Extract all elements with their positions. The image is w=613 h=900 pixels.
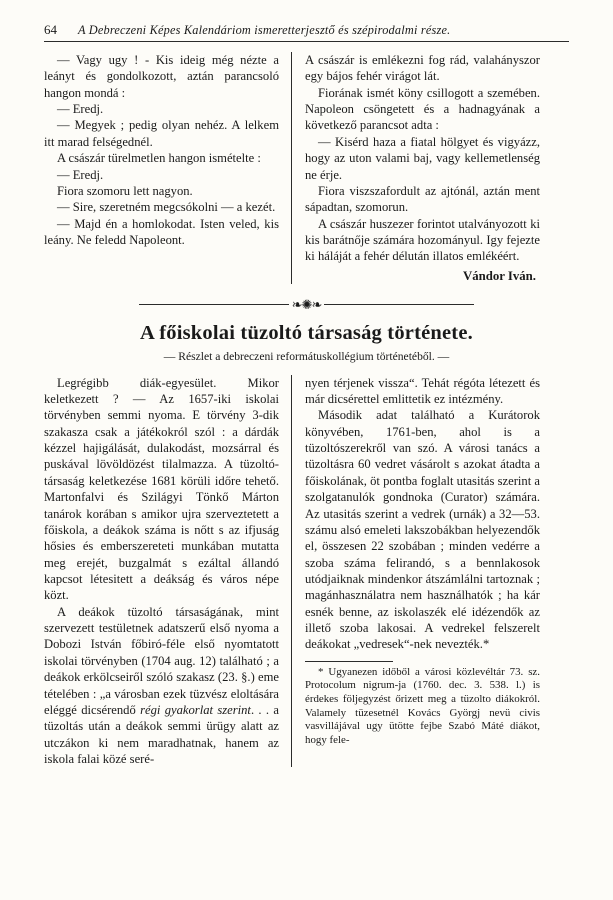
footnote-rule — [305, 661, 393, 662]
paragraph: Fiora szomoru lett nagyon. — [57, 183, 193, 198]
paragraph: — Megyek ; pedig olyan nehéz. A lelkem itt marad felségednél. — [44, 118, 279, 149]
running-head — [44, 22, 569, 38]
header-rule — [44, 41, 569, 42]
paragraph: A deákok tüzoltó társaságának, mint szervezett testületnek adatszerű első nyoma a Dobozi István főbiró-féle első nyomtatott iskolai törvényben (1704 aug. 12) található ; a deákok erkölcseiről szóló szakasz (23. §.) eme tételében : „a városban ezek tüzvész eloltására eléggé dicsérendő régi gyakorlat szerint. . . a tüzoltás után a deákok semmi ürügy alatt az utczákon ki nem maradhatnak, hanem az iskola falai közé seré- — [44, 604, 280, 766]
paragraph: A császár huszezer forintot utalványozott ki kis barátnője számára hozományul. Igy fejezte ki háláját a fehér délután illatos emlékéért. — [305, 216, 540, 264]
paragraph: — Vagy ugy ! - Kis ideig még nézte a leányt és gondolkozott, aztán parancsoló hangon mondá : — [44, 53, 279, 100]
paragraph: — Majd én a homlokodat. Isten veled, kis leány. Ne feledd Napoleont. — [44, 216, 279, 247]
article-subtitle: — Részlet a debreczeni reformátuskollégium történetéből. — — [163, 349, 450, 363]
story-end-columns — [44, 52, 569, 284]
article-title: A főiskolai tüzoltó társaság története. — [140, 321, 473, 344]
page-number: 64 — [44, 22, 57, 37]
paragraph: Fiora viszszafordult az ajtónál, aztán ment sápadtan, szomorun. — [305, 183, 540, 215]
story-end-left-column — [44, 52, 292, 284]
author-signature: Vándor Iván. — [462, 268, 536, 283]
ornament-line-left — [139, 304, 289, 305]
paragraph: — Eredj. — [57, 102, 104, 117]
article-right-column — [292, 375, 540, 768]
paragraph: A császár is emlékezni fog rád, valahányszor egy bájos fehér virágot lát. — [305, 53, 540, 84]
article-columns — [44, 375, 569, 768]
paragraph: Második adat található a Kurátorok könyvében, 1761-ben, ahol is a tüzoltószerekről van szó. A városi tanács a tüzoltásra 60 vedret vásárolt s azokat átadta a főiskolának, öt pontba foglalt utasitás szerint a szolgatanulók gondnoka (Curator) számára. Az utasitás szerint a vedrek (urnák) a 32—53. számu alsó emeleti lakszobákban helyezendők el, összesen 22 szobában ; minden vedérre a szoba száma felirandó, s a bennlakosok utódjaiknak mindenkor átszámlálni tartoznak ; magánhasználatra nem használhatók ; ha kár esnék benne, az iskolaszék elé idézendők az illető szoba lakosai. A vedrekel felszerelt deákokat „vedresek“-nek nevezték.* — [305, 408, 540, 652]
running-head-title: A Debreczeni Képes Kalendáriom ismeretterjesztő és szépirodalmi része. — [78, 23, 451, 37]
article-left-column — [44, 375, 292, 768]
paragraph: — Eredj. — [57, 167, 104, 182]
paragraph: Fiorának ismét köny csillogott a szemében. Napoleon csöngetett és a hadnagyának a következő parancsot adta : — [305, 85, 540, 133]
story-end-right-column — [292, 52, 540, 284]
paragraph: nyen térjenek vissza“. Tehát régóta létezett és már dicsérettel emlittetik ez intézmény. — [305, 375, 540, 407]
paragraph: — Sire, szeretném megcsókolni — a kezét. — [57, 200, 276, 215]
ornament-knot-icon: ❧✺❧ — [291, 297, 322, 313]
paragraph: A császár türelmetlen hangon ismételte : — [57, 151, 261, 166]
footnote: * Ugyanezen időből a városi közlevéltár 73. sz. Protocolum nigrum-ja (1760. dec. 3. 538. l.) is érdekes följegyzést őrizett meg a tüzolto diákokról. Valamely tüzesetnél Kovács Györgj nevü civis vasvillájával ugy ütötte fejbe Szabó Máté diákot, hogy fele- — [305, 665, 540, 746]
paragraph: Legrégibb diák-egyesület. Mikor keletkezett ? — Az 1657-iki iskolai törvényben semmi nyoma. E törvény 3-dik szakasza csak a játékokról szól : a dárdák kézzel hajigálását, dulakodást, mozsárral és puskával lövöldözést tilalmazza. A tüzoltó-társaság keletkezése 1681 körüli időre tehető. Martonfalvi és Szilágyi Tönkő Márton tanárok korában s amikor ujra szerveztetett a főiskola, a deákok száma is nőtt s az ifjuság hősies és emberszereteti munkában mutatta meg erejét, buzgalmát s ezáltal állandó kapcsot létesitett a deákság és város népe közt. — [44, 375, 279, 603]
paragraph: — Kisérd haza a fiatal hölgyet és vigyázz, hogy az uton valami baj, vagy kellemetlenség ne érje. — [305, 134, 540, 182]
ornament-line-right — [324, 304, 474, 305]
ornament-divider — [44, 298, 569, 312]
